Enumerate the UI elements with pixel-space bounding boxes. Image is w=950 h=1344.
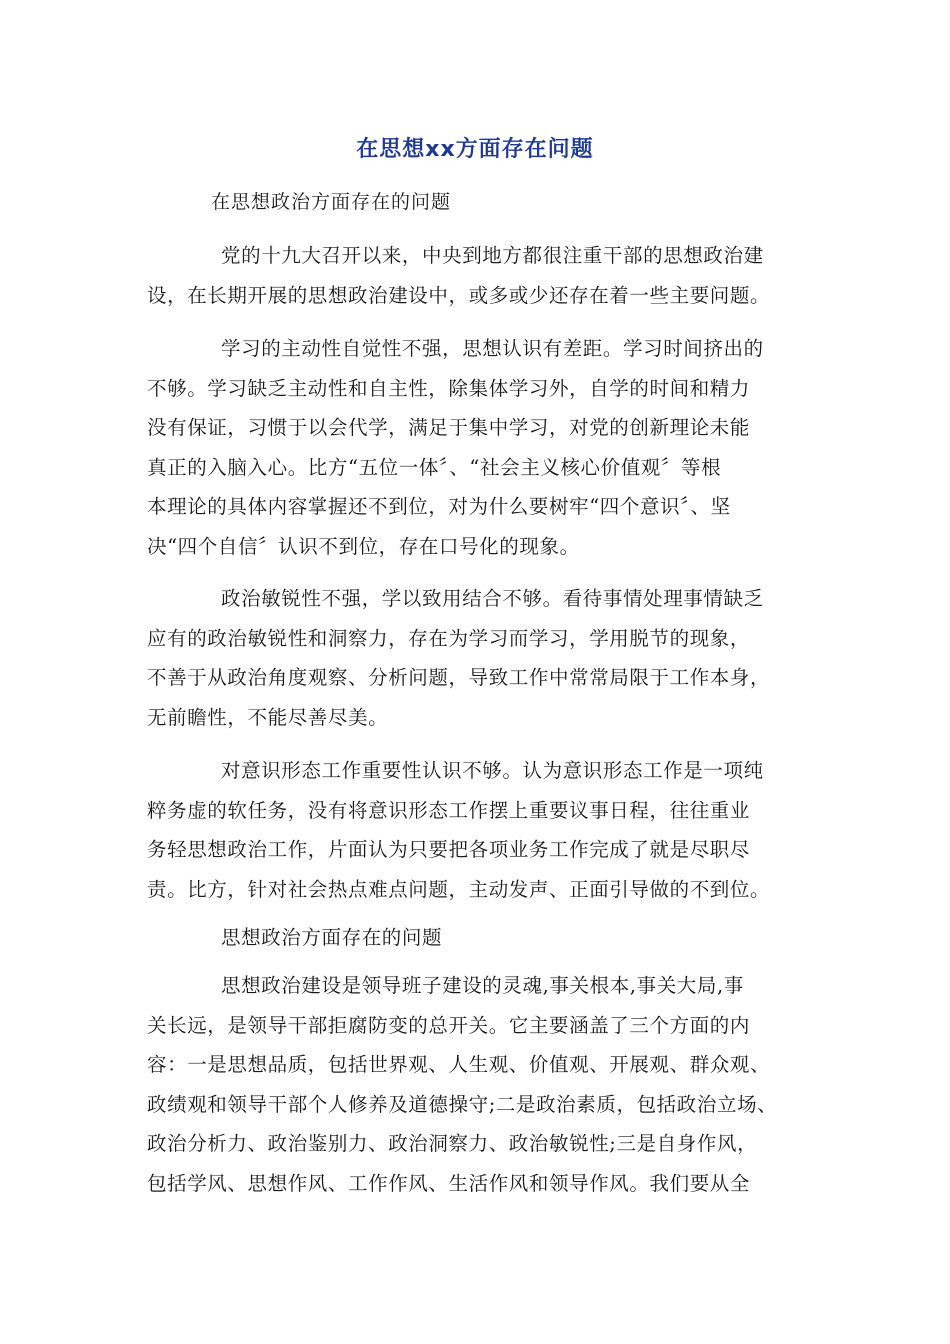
paragraph-line: 关长远，是领导干部拒腐防变的总开关。它主要涵盖了三个方面的内 xyxy=(147,1013,751,1037)
paragraph-line: 不够。学习缺乏主动性和自主性，除集体学习外，自学的时间和精力 xyxy=(147,376,751,400)
paragraph-line: 设，在长期开展的思想政治建设中，或多或少还存在着一些主要问题。 xyxy=(147,283,771,307)
paragraph-line: 真正的入脑入心。比方“五位一体〞、“社会主义核心价值观〞等根 xyxy=(147,455,722,479)
paragraph-4 xyxy=(147,751,815,909)
paragraph-2 xyxy=(147,329,815,566)
paragraph-3 xyxy=(147,579,815,737)
paragraph-line: 政绩观和领导干部个人修养及道德操守;二是政治素质，包括政治立场、 xyxy=(147,1092,778,1116)
document-subtitle: 在思想政治方面存在的问题 xyxy=(211,191,452,213)
paragraph-line: 粹务虚的软任务，没有将意识形态工作摆上重要议事日程，往往重业 xyxy=(147,798,751,822)
paragraph-line: 决“四个自信〞认识不到位，存在口号化的现象。 xyxy=(147,534,580,558)
paragraph-line: 无前瞻性，不能尽善尽美。 xyxy=(147,705,389,729)
paragraph-line: 思想政治建设是领导班子建设的灵魂,事关根本,事关大局,事 xyxy=(221,974,744,997)
paragraph-line: 容：一是思想品质，包括世界观、人生观、价值观、开展观、群众观、 xyxy=(147,1053,771,1076)
paragraph-line: 应有的政治敏锐性和洞察力，存在为学习而学习，学用脱节的现象， xyxy=(147,626,751,650)
paragraph-line: 政治分析力、政治鉴别力、政治洞察力、政治敏锐性;三是自身作风， xyxy=(147,1132,758,1155)
paragraph-line: 不善于从政治角度观察、分析问题，导致工作中常常局限于工作本身， xyxy=(147,666,771,689)
paragraph-line: 学习的主动性自觉性不强，思想认识有差距。学习时间挤出的 xyxy=(221,337,764,360)
paragraph-line: 没有保证，习惯于以会代学，满足于集中学习，对党的创新理论未能 xyxy=(147,416,751,439)
paragraph-line: 包括学风、思想作风、工作作风、生活作风和领导作风。我们要从全 xyxy=(147,1171,751,1195)
paragraph-line: 责。比方，针对社会热点难点问题，主动发声、正面引导做的不到位。 xyxy=(147,877,771,901)
paragraph-line: 政治敏锐性不强，学以致用结合不够。看待事情处理事情缺乏 xyxy=(221,587,764,610)
paragraph-line: 本理论的具体内容掌握还不到位，对为什么要树牢“四个意识〞、坚 xyxy=(147,495,731,518)
paragraph-5 xyxy=(147,966,815,1203)
section-heading: 思想政治方面存在的问题 xyxy=(221,926,443,949)
paragraph-line: 对意识形态工作重要性认识不够。认为意识形态工作是一项纯 xyxy=(221,759,764,782)
paragraph-line: 务轻思想政治工作，片面认为只要把各项业务工作完成了就是尽职尽 xyxy=(147,838,751,861)
paragraph-line: 党的十九大召开以来，中央到地方都很注重干部的思想政治建 xyxy=(221,244,764,267)
document-title: 在思想xx方面存在问题 xyxy=(356,137,594,162)
paragraph-1 xyxy=(147,236,815,315)
